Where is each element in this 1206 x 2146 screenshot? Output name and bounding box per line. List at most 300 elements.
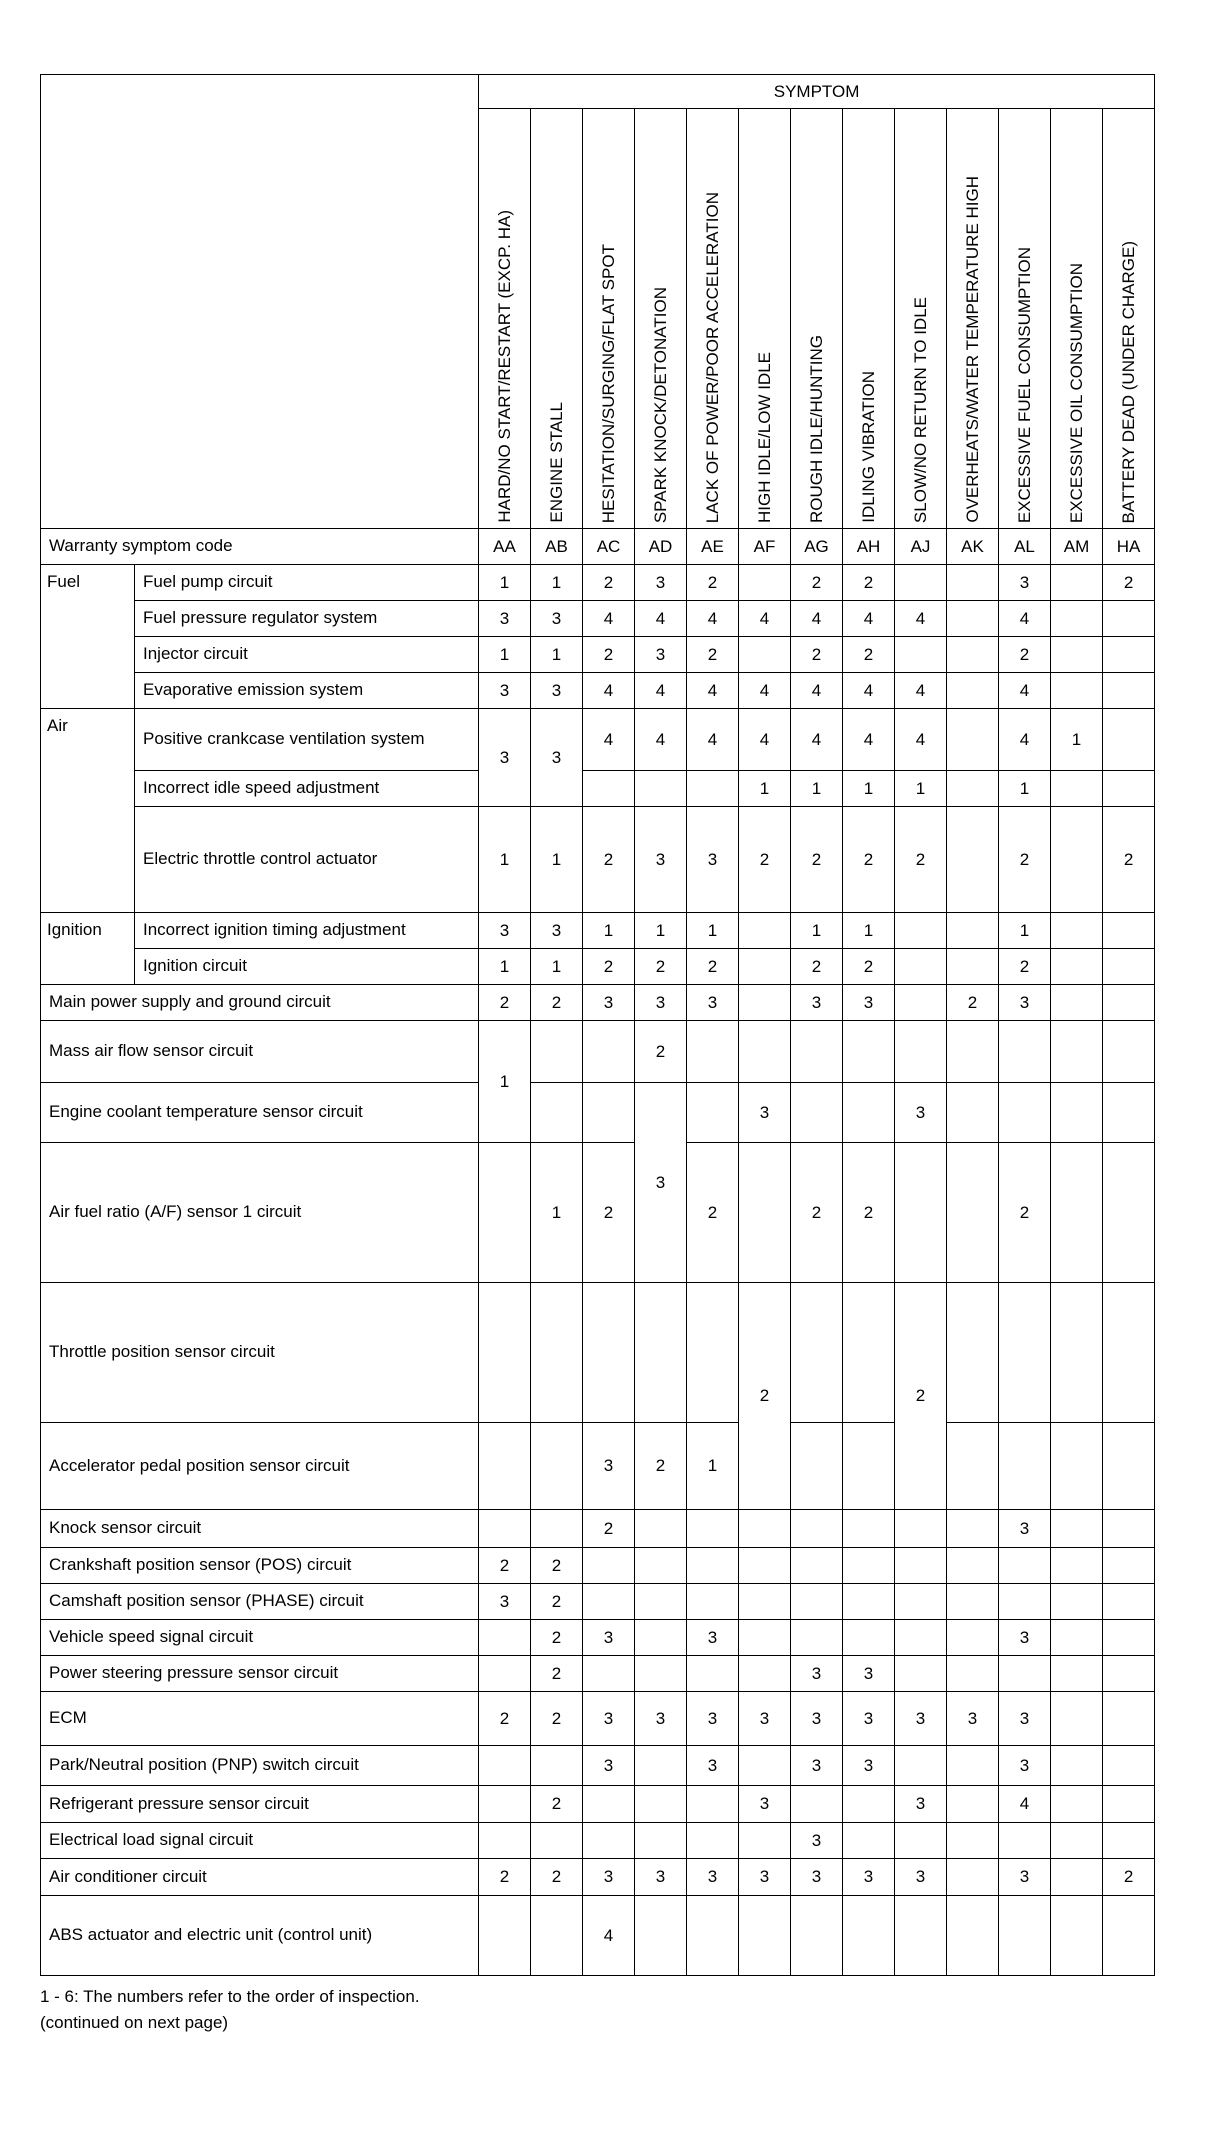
value-cell (791, 1283, 843, 1423)
value-cell: 4 (791, 601, 843, 637)
value-cell: 1 (895, 771, 947, 807)
table-row (41, 1786, 1155, 1823)
row-label: Throttle position sensor circuit (41, 1283, 479, 1423)
warranty-code-cell: AC (583, 529, 635, 565)
value-cell (687, 1083, 739, 1143)
value-cell: 1 (843, 771, 895, 807)
value-cell: 3 (739, 1859, 791, 1896)
value-cell: 4 (739, 673, 791, 709)
value-cell: 3 (947, 1692, 999, 1746)
value-cell: 3 (895, 1786, 947, 1823)
value-cell (635, 1746, 687, 1786)
table-row (41, 913, 1155, 949)
symptom-column-label: EXCESSIVE OIL CONSUMPTION (1067, 262, 1086, 523)
row-label: Incorrect ignition timing adjustment (135, 913, 479, 949)
value-cell (1051, 1896, 1103, 1976)
value-cell: 2 (531, 1548, 583, 1584)
value-cell (999, 1584, 1051, 1620)
value-cell: 2 (947, 985, 999, 1021)
value-cell: 3 (635, 1692, 687, 1746)
value-cell: 2 (583, 637, 635, 673)
value-cell: 2 (999, 1143, 1051, 1283)
symptom-column-label: HESITATION/SURGING/FLAT SPOT (599, 243, 618, 523)
value-cell: 3 (583, 1692, 635, 1746)
value-cell (1051, 565, 1103, 601)
row-label: Power steering pressure sensor circuit (41, 1656, 479, 1692)
symptom-column-label: LACK OF POWER/POOR ACCELERATION (703, 191, 722, 523)
value-cell (1103, 601, 1155, 637)
value-cell (479, 1620, 531, 1656)
symptom-column-label: HIGH IDLE/LOW IDLE (755, 352, 774, 523)
value-cell: 3 (843, 985, 895, 1021)
value-cell (531, 1823, 583, 1859)
value-cell (947, 565, 999, 601)
row-label: Positive crankcase ventilation system (135, 709, 479, 771)
value-cell: 3 (531, 601, 583, 637)
value-cell (947, 673, 999, 709)
value-cell (947, 1423, 999, 1510)
value-cell (531, 1283, 583, 1423)
value-cell (895, 1896, 947, 1976)
value-cell: 2 (739, 1283, 791, 1510)
value-cell (739, 1584, 791, 1620)
symptom-column-header (531, 109, 583, 529)
value-cell: 4 (583, 709, 635, 771)
value-cell: 2 (583, 949, 635, 985)
value-cell (895, 985, 947, 1021)
value-cell (583, 1823, 635, 1859)
value-cell (583, 1584, 635, 1620)
value-cell (739, 637, 791, 673)
value-cell (635, 1620, 687, 1656)
value-cell (1103, 1143, 1155, 1283)
value-cell: 3 (895, 1859, 947, 1896)
corner-cell (41, 75, 479, 529)
value-cell: 3 (583, 1859, 635, 1896)
value-cell (843, 1021, 895, 1083)
value-cell (687, 1021, 739, 1083)
value-cell: 3 (687, 1620, 739, 1656)
warranty-code-cell: AJ (895, 529, 947, 565)
symptom-column-label: ROUGH IDLE/HUNTING (807, 335, 826, 523)
value-cell (947, 1786, 999, 1823)
footnotes (40, 1984, 1206, 2035)
value-cell (895, 1620, 947, 1656)
value-cell: 1 (1051, 709, 1103, 771)
value-cell: 3 (635, 807, 687, 913)
value-cell: 3 (739, 1083, 791, 1143)
row-label: Air conditioner circuit (41, 1859, 479, 1896)
value-cell (583, 1656, 635, 1692)
value-cell: 4 (583, 601, 635, 637)
value-cell: 1 (687, 913, 739, 949)
value-cell (1051, 1584, 1103, 1620)
row-label: Ignition circuit (135, 949, 479, 985)
value-cell (687, 1283, 739, 1423)
table-row (41, 1283, 1155, 1423)
table-row (41, 565, 1155, 601)
table-row (41, 807, 1155, 913)
value-cell (635, 1584, 687, 1620)
value-cell: 1 (479, 807, 531, 913)
value-cell (1103, 673, 1155, 709)
row-label: Engine coolant temperature sensor circuit (41, 1083, 479, 1143)
table-row (41, 1746, 1155, 1786)
value-cell: 4 (739, 601, 791, 637)
value-cell (895, 1584, 947, 1620)
value-cell: 4 (843, 601, 895, 637)
value-cell (739, 913, 791, 949)
value-cell: 3 (999, 985, 1051, 1021)
value-cell (531, 1896, 583, 1976)
value-cell (583, 1083, 635, 1143)
value-cell (791, 1548, 843, 1584)
value-cell (843, 1823, 895, 1859)
table-row (41, 1584, 1155, 1620)
value-cell (1051, 1620, 1103, 1656)
symptom-column-header (687, 109, 739, 529)
table-row (41, 601, 1155, 637)
value-cell (791, 1021, 843, 1083)
value-cell (947, 913, 999, 949)
value-cell: 2 (895, 807, 947, 913)
value-cell (739, 985, 791, 1021)
value-cell: 2 (687, 565, 739, 601)
value-cell (479, 1510, 531, 1548)
value-cell: 3 (843, 1859, 895, 1896)
value-cell: 3 (791, 1692, 843, 1746)
value-cell (947, 1746, 999, 1786)
value-cell (1051, 1083, 1103, 1143)
value-cell: 1 (479, 949, 531, 985)
value-cell: 3 (635, 565, 687, 601)
value-cell (895, 1143, 947, 1283)
symptom-table (40, 74, 1155, 1976)
value-cell (947, 807, 999, 913)
value-cell: 3 (479, 913, 531, 949)
symptom-column-label: IDLING VIBRATION (859, 371, 878, 523)
value-cell (479, 1423, 531, 1510)
value-cell: 1 (999, 771, 1051, 807)
value-cell (895, 1823, 947, 1859)
symptom-column-header (947, 109, 999, 529)
value-cell: 3 (739, 1786, 791, 1823)
value-cell (895, 949, 947, 985)
value-cell: 2 (999, 807, 1051, 913)
value-cell: 4 (999, 601, 1051, 637)
footnote-continued: (continued on next page) (40, 2012, 229, 2032)
table-row (41, 1620, 1155, 1656)
value-cell (1051, 807, 1103, 913)
symptom-column-header (583, 109, 635, 529)
value-cell: 2 (479, 1548, 531, 1584)
value-cell (479, 1786, 531, 1823)
value-cell: 1 (531, 949, 583, 985)
warranty-code-row (41, 529, 1155, 565)
value-cell (999, 1656, 1051, 1692)
value-cell: 3 (479, 673, 531, 709)
symptom-column-header (791, 109, 843, 529)
value-cell: 4 (999, 1786, 1051, 1823)
value-cell (895, 565, 947, 601)
value-cell (947, 1823, 999, 1859)
row-label: Fuel pump circuit (135, 565, 479, 601)
warranty-code-cell: AH (843, 529, 895, 565)
value-cell (1051, 1746, 1103, 1786)
value-cell (531, 1021, 583, 1083)
value-cell: 4 (895, 673, 947, 709)
value-cell (999, 1823, 1051, 1859)
value-cell (1103, 1692, 1155, 1746)
value-cell: 2 (479, 1859, 531, 1896)
value-cell: 2 (999, 949, 1051, 985)
value-cell: 3 (999, 1692, 1051, 1746)
value-cell (895, 1510, 947, 1548)
value-cell (583, 1786, 635, 1823)
value-cell (635, 1548, 687, 1584)
value-cell (947, 1021, 999, 1083)
value-cell: 3 (739, 1692, 791, 1746)
value-cell: 3 (635, 985, 687, 1021)
value-cell (635, 1896, 687, 1976)
warranty-code-cell: AF (739, 529, 791, 565)
value-cell (1103, 1423, 1155, 1510)
value-cell: 2 (479, 985, 531, 1021)
value-cell: 2 (999, 637, 1051, 673)
table-row (41, 949, 1155, 985)
value-cell (531, 1510, 583, 1548)
value-cell (895, 637, 947, 673)
value-cell: 2 (635, 1423, 687, 1510)
value-cell (687, 1656, 739, 1692)
value-cell (739, 1021, 791, 1083)
value-cell (479, 1823, 531, 1859)
value-cell: 2 (531, 1786, 583, 1823)
value-cell (531, 1746, 583, 1786)
value-cell: 1 (999, 913, 1051, 949)
value-cell (999, 1896, 1051, 1976)
value-cell (531, 1423, 583, 1510)
value-cell: 1 (791, 913, 843, 949)
value-cell: 4 (999, 673, 1051, 709)
value-cell (1051, 1786, 1103, 1823)
value-cell: 3 (635, 637, 687, 673)
value-cell (1051, 1692, 1103, 1746)
table-row (41, 673, 1155, 709)
value-cell: 3 (531, 709, 583, 807)
value-cell: 1 (843, 913, 895, 949)
value-cell: 2 (791, 807, 843, 913)
row-label: ABS actuator and electric unit (control unit) (41, 1896, 479, 1976)
symptom-column-header (739, 109, 791, 529)
symptom-column-header (999, 109, 1051, 529)
value-cell (1051, 601, 1103, 637)
value-cell (843, 1896, 895, 1976)
table-row (41, 637, 1155, 673)
warranty-code-cell: AK (947, 529, 999, 565)
value-cell: 2 (791, 565, 843, 601)
row-label: ECM (41, 1692, 479, 1746)
value-cell: 3 (843, 1692, 895, 1746)
row-label: Fuel pressure regulator system (135, 601, 479, 637)
value-cell: 3 (583, 1746, 635, 1786)
warranty-code-cell: AB (531, 529, 583, 565)
value-cell: 3 (999, 1510, 1051, 1548)
value-cell: 2 (635, 1021, 687, 1083)
value-cell (687, 1896, 739, 1976)
value-cell: 3 (687, 985, 739, 1021)
value-cell (791, 1510, 843, 1548)
warranty-code-cell: AD (635, 529, 687, 565)
value-cell: 3 (791, 985, 843, 1021)
value-cell: 2 (687, 637, 739, 673)
value-cell (1051, 1283, 1103, 1423)
value-cell: 2 (583, 565, 635, 601)
value-cell (1051, 949, 1103, 985)
value-cell (947, 1510, 999, 1548)
value-cell: 2 (531, 1692, 583, 1746)
table-row (41, 771, 1155, 807)
value-cell (531, 1083, 583, 1143)
value-cell (739, 949, 791, 985)
value-cell: 2 (531, 985, 583, 1021)
value-cell (1103, 1823, 1155, 1859)
value-cell: 2 (791, 949, 843, 985)
warranty-code-cell: HA (1103, 529, 1155, 565)
symptom-column-header (843, 109, 895, 529)
symptom-column-header (1051, 109, 1103, 529)
value-cell (947, 949, 999, 985)
value-cell: 4 (895, 709, 947, 771)
symptom-column-label: SLOW/NO RETURN TO IDLE (911, 296, 930, 523)
table-row (41, 1896, 1155, 1976)
value-cell: 2 (531, 1859, 583, 1896)
table-row (41, 1143, 1155, 1283)
value-cell: 3 (999, 565, 1051, 601)
value-cell: 3 (531, 673, 583, 709)
value-cell: 2 (687, 949, 739, 985)
value-cell (635, 1656, 687, 1692)
value-cell (739, 1656, 791, 1692)
value-cell (479, 1656, 531, 1692)
value-cell: 4 (635, 601, 687, 637)
value-cell: 2 (843, 949, 895, 985)
table-row (41, 1021, 1155, 1083)
value-cell (1051, 913, 1103, 949)
table-row (41, 1823, 1155, 1859)
footnote-inspection-order: 1 - 6: The numbers refer to the order of inspection. (40, 1987, 420, 2006)
value-cell (1103, 1083, 1155, 1143)
symptom-column-header (635, 109, 687, 529)
row-label: Air fuel ratio (A/F) sensor 1 circuit (41, 1143, 479, 1283)
value-cell (843, 1786, 895, 1823)
value-cell: 2 (635, 949, 687, 985)
symptom-column-header (895, 109, 947, 529)
value-cell: 2 (531, 1584, 583, 1620)
value-cell (947, 1548, 999, 1584)
value-cell (1103, 1656, 1155, 1692)
value-cell: 1 (531, 1143, 583, 1283)
table-row (41, 709, 1155, 771)
value-cell (479, 1283, 531, 1423)
row-label: Crankshaft position sensor (POS) circuit (41, 1548, 479, 1584)
value-cell (843, 1283, 895, 1423)
value-cell: 2 (843, 807, 895, 913)
value-cell (687, 1584, 739, 1620)
value-cell: 3 (531, 913, 583, 949)
value-cell: 2 (843, 1143, 895, 1283)
value-cell (947, 637, 999, 673)
value-cell: 3 (583, 1423, 635, 1510)
value-cell (947, 1083, 999, 1143)
value-cell: 1 (687, 1423, 739, 1510)
value-cell: 4 (583, 1896, 635, 1976)
value-cell (583, 1021, 635, 1083)
value-cell (687, 1548, 739, 1584)
value-cell (1103, 1896, 1155, 1976)
value-cell: 3 (583, 1620, 635, 1656)
value-cell (999, 1423, 1051, 1510)
value-cell (739, 1548, 791, 1584)
value-cell (843, 1620, 895, 1656)
value-cell (1051, 1021, 1103, 1083)
value-cell: 4 (739, 709, 791, 771)
warranty-code-cell: AE (687, 529, 739, 565)
value-cell (843, 1423, 895, 1510)
value-cell: 4 (791, 673, 843, 709)
warranty-code-cell: AM (1051, 529, 1103, 565)
row-label: Warranty symptom code (41, 529, 479, 565)
value-cell (1103, 637, 1155, 673)
value-cell: 3 (687, 807, 739, 913)
value-cell: 1 (531, 565, 583, 601)
value-cell (1103, 1584, 1155, 1620)
value-cell: 1 (635, 913, 687, 949)
value-cell (947, 1283, 999, 1423)
value-cell: 1 (531, 807, 583, 913)
value-cell: 2 (1103, 1859, 1155, 1896)
value-cell (1103, 913, 1155, 949)
value-cell (479, 1143, 531, 1283)
value-cell: 4 (843, 673, 895, 709)
row-label: Mass air flow sensor circuit (41, 1021, 479, 1083)
value-cell (739, 1896, 791, 1976)
value-cell: 1 (479, 1021, 531, 1143)
value-cell (895, 1021, 947, 1083)
value-cell (1103, 709, 1155, 771)
value-cell: 1 (531, 637, 583, 673)
value-cell (739, 1143, 791, 1283)
value-cell: 3 (687, 1692, 739, 1746)
value-cell (1103, 949, 1155, 985)
warranty-code-cell: AG (791, 529, 843, 565)
symptom-column-label: EXCESSIVE FUEL CONSUMPTION (1015, 246, 1034, 523)
value-cell: 4 (583, 673, 635, 709)
table-row (41, 1548, 1155, 1584)
value-cell: 3 (999, 1746, 1051, 1786)
value-cell: 2 (791, 1143, 843, 1283)
group-label: Air (41, 709, 135, 913)
symptom-header-label: SYMPTOM (479, 75, 1155, 109)
value-cell: 2 (1103, 565, 1155, 601)
value-cell (1103, 771, 1155, 807)
value-cell (1103, 1510, 1155, 1548)
value-cell: 3 (635, 1083, 687, 1283)
value-cell: 2 (687, 1143, 739, 1283)
value-cell (1051, 1656, 1103, 1692)
value-cell (739, 565, 791, 601)
value-cell: 4 (999, 709, 1051, 771)
